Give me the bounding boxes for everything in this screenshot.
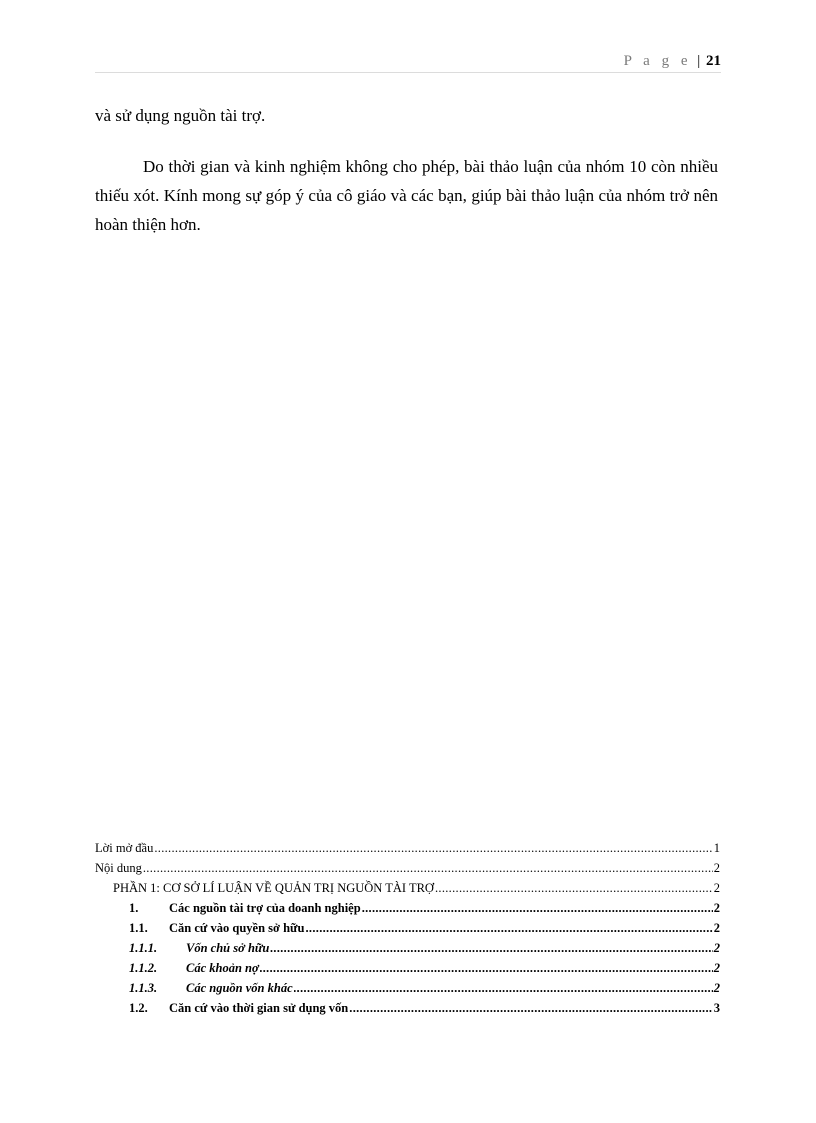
toc-entry-loi-mo-dau[interactable] xyxy=(95,838,720,858)
toc-entry-text xyxy=(129,938,269,958)
toc-entry-text xyxy=(129,978,293,998)
page-separator: | xyxy=(697,53,701,69)
toc-entry-text xyxy=(129,898,361,918)
toc-leader-dots xyxy=(154,838,712,858)
toc-entry-1-1-3[interactable] xyxy=(95,978,720,998)
toc-entry-1-1[interactable] xyxy=(95,918,720,938)
toc-entry-text xyxy=(129,958,259,978)
toc-entry-title: Lời mở đầu xyxy=(95,841,154,855)
toc-entry-title: Các khoản nợ xyxy=(186,961,259,975)
toc-entry-title: Các nguồn vốn khác xyxy=(186,981,293,995)
page-label: P a g e xyxy=(623,53,692,69)
toc-entry-1[interactable] xyxy=(95,898,720,918)
toc-entry-page: 2 xyxy=(713,861,720,875)
toc-entry-text xyxy=(129,998,348,1018)
toc-entry-title: Vốn chủ sở hữu xyxy=(186,941,270,955)
toc-leader-dots xyxy=(349,998,712,1018)
toc-entry-page: 2 xyxy=(713,881,720,895)
toc-entry-number: 1.2. xyxy=(129,1001,148,1015)
toc-leader-dots xyxy=(143,858,713,878)
toc-leader-dots xyxy=(435,878,713,898)
toc-entry-phan-1[interactable] xyxy=(95,878,720,898)
toc-entry-page: 2 xyxy=(713,981,720,995)
toc-entry-page: 1 xyxy=(713,841,720,855)
toc-entry-text xyxy=(129,918,305,938)
toc-entry-1-1-1[interactable] xyxy=(95,938,720,958)
table-of-contents xyxy=(95,838,720,1018)
toc-leader-dots xyxy=(260,958,713,978)
toc-entry-page: 2 xyxy=(713,941,720,955)
toc-leader-dots xyxy=(294,978,713,998)
toc-entry-number: 1. xyxy=(129,901,139,915)
toc-entry-noi-dung[interactable] xyxy=(95,858,720,878)
toc-entry-page: 2 xyxy=(713,901,720,915)
page-header xyxy=(95,50,721,73)
toc-entry-title: Căn cứ vào quyền sở hữu xyxy=(169,921,305,935)
toc-entry-title: Các nguồn tài trợ của doanh nghiệp xyxy=(169,901,361,915)
toc-entry-page: 2 xyxy=(713,961,720,975)
toc-entry-page: 3 xyxy=(713,1001,720,1015)
toc-leader-dots xyxy=(306,918,713,938)
paragraph-2: Do thời gian và kinh nghiệm không cho phép, bài thảo luận của nhóm 10 còn nhiều thiếu xót. Kính mong sự góp ý của cô giáo và các bạn, giúp bài thảo luận của nhóm trở nên hoàn thiện hơn. xyxy=(95,157,718,234)
toc-entry-title: PHẦN 1: CƠ SỞ LÍ LUẬN VỀ QUẢN TRỊ NGUỒN TÀI TRỢ xyxy=(113,881,434,895)
paragraph-1: và sử dụng nguồn tài trợ. xyxy=(95,106,266,125)
toc-entry-number: 1.1. xyxy=(129,921,148,935)
toc-entry-1-2[interactable] xyxy=(95,998,720,1018)
toc-entry-page: 2 xyxy=(713,921,720,935)
toc-entry-1-1-2[interactable] xyxy=(95,958,720,978)
toc-entry-number: 1.1.1. xyxy=(129,941,158,955)
toc-entry-title: Nội dung xyxy=(95,861,142,875)
toc-entry-number: 1.1.3. xyxy=(129,981,158,995)
toc-entry-title: Căn cứ vào thời gian sử dụng vốn xyxy=(169,1001,349,1015)
page-number: 21 xyxy=(706,53,721,69)
toc-entry-number: 1.1.2. xyxy=(129,961,158,975)
toc-leader-dots xyxy=(362,898,713,918)
toc-leader-dots xyxy=(270,938,712,958)
